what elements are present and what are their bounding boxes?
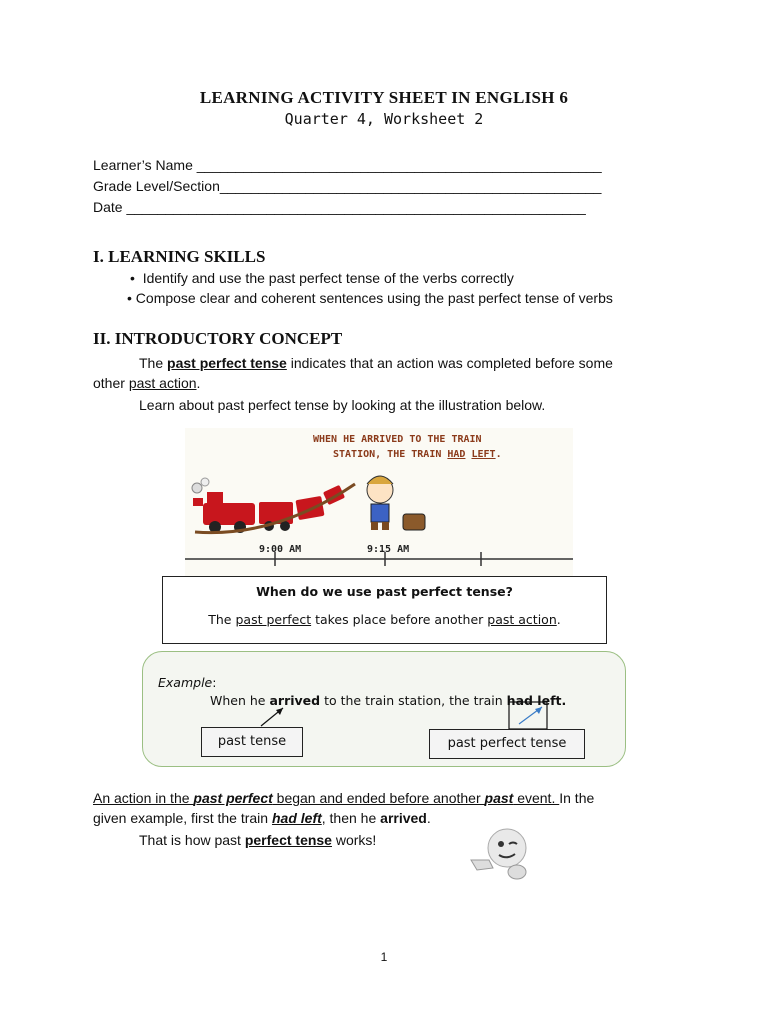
text: event. <box>513 790 560 806</box>
term-had-left: had left <box>271 810 322 826</box>
skill-item <box>127 290 613 306</box>
explanation-line1 <box>93 790 675 806</box>
date-field[interactable]: Date ___________________________________________________________ <box>93 199 586 215</box>
skill-text: Compose clear and coherent sentences using the past perfect tense of verbs <box>135 290 613 306</box>
text: . <box>556 612 561 627</box>
definition-answer <box>163 612 606 627</box>
term-past: past <box>484 790 514 806</box>
text: indicates that an action was completed before some <box>286 355 613 371</box>
text: , then he <box>321 810 381 826</box>
skill-text: Identify and use the past perfect tense of the verbs correctly <box>142 270 514 286</box>
text: : <box>212 675 217 690</box>
term-past-perfect: past perfect <box>235 612 312 627</box>
introductory-concept-heading: II. INTRODUCTORY CONCEPT <box>93 329 343 348</box>
text: . <box>561 693 567 708</box>
illustration-caption-line1: WHEN HE ARRIVED TO THE TRAIN <box>313 434 482 445</box>
text: STATION, THE TRAIN <box>333 449 448 460</box>
verb-arrived: arrived <box>269 693 321 708</box>
text: . <box>426 810 431 826</box>
text: . <box>196 375 201 391</box>
text: other <box>93 375 129 391</box>
text: The <box>139 355 168 371</box>
past-tense-label: past tense <box>201 727 303 757</box>
page-number: 1 <box>380 950 388 964</box>
verb-had-left: had left <box>506 693 562 708</box>
text: Example <box>158 675 213 690</box>
explanation-line3 <box>139 832 376 848</box>
bullet-icon: • <box>130 270 143 286</box>
worksheet-title: LEARNING ACTIVITY SHEET IN ENGLISH 6 <box>199 88 569 107</box>
text: An action in the <box>93 790 194 806</box>
text: works! <box>331 832 377 848</box>
text: given example, first the train <box>93 810 272 826</box>
term-perfect-tense: perfect tense <box>244 832 332 848</box>
time-label-start: 9:00 AM <box>259 544 302 555</box>
grade-section-field[interactable]: Grade Level/Section_________________________________________________ <box>93 178 602 194</box>
term-past-action: past action <box>128 375 197 391</box>
illustration-intro: Learn about past perfect tense by looking at the illustration below. <box>139 397 546 413</box>
text: to the train station, the train <box>320 693 507 708</box>
train-icon <box>192 478 355 533</box>
time-label-arrival: 9:15 AM <box>367 544 410 555</box>
definition-question: When do we use past perfect tense? <box>256 584 513 599</box>
text: The <box>208 612 236 627</box>
term-arrived: arrived <box>380 810 427 826</box>
concept-paragraph-line1 <box>139 355 675 371</box>
text: That is how past <box>139 832 245 848</box>
text: When he <box>210 693 270 708</box>
concept-paragraph-line2 <box>93 375 200 391</box>
example-box <box>142 651 626 767</box>
definition-box <box>162 576 607 644</box>
winking-smiley-icon <box>467 824 535 882</box>
term-past-action: past action <box>487 612 557 627</box>
learner-name-field[interactable]: Learner’s Name ____________________________________________________ <box>93 157 602 173</box>
boy-icon <box>367 476 425 530</box>
explanation-line2 <box>93 810 431 826</box>
text: began and ended before another <box>272 790 485 806</box>
skill-item <box>130 270 514 286</box>
learning-skills-heading: I. LEARNING SKILLS <box>93 247 266 266</box>
text: In the <box>559 790 595 806</box>
text: . <box>495 449 502 460</box>
text: HAD <box>447 449 466 460</box>
bullet-icon: • <box>127 290 136 306</box>
term-past-perfect-tense: past perfect tense <box>167 355 287 371</box>
text: LEFT <box>471 449 496 460</box>
past-perfect-tense-label: past perfect tense <box>429 729 585 759</box>
train-illustration <box>185 428 573 576</box>
term-past-perfect: past perfect <box>193 790 273 806</box>
text: takes place before another <box>311 612 488 627</box>
worksheet-subtitle: Quarter 4, Worksheet 2 <box>284 110 484 128</box>
